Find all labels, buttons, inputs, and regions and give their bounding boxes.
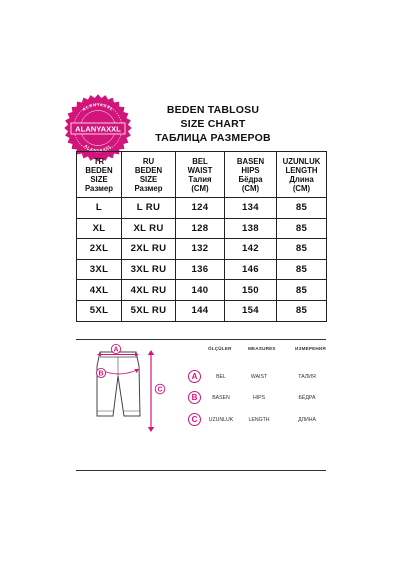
cell-waist: 144 (176, 300, 225, 321)
cell-hips: 134 (225, 198, 277, 219)
legend-marker-c: C (188, 413, 201, 426)
table-row (77, 239, 327, 260)
cell-waist: 136 (176, 259, 225, 280)
header-ru-size: RU BEDEN SIZE Размер (122, 152, 176, 198)
table-row (77, 259, 327, 280)
title-english: SIZE CHART (180, 118, 246, 130)
legend-header-en: MEASURES (248, 346, 276, 351)
table-row (77, 300, 327, 321)
header-hips: BASEN HIPS Бёдра (CM) (225, 152, 277, 198)
marker-a: A (113, 346, 119, 354)
header-length: UZUNLUK LENGTH Длина (CM) (277, 152, 327, 198)
table-row (77, 198, 327, 219)
size-table-header-row (77, 152, 327, 198)
cell-ru-size: 2XL RU (122, 239, 176, 260)
cell-tr-size: 5XL (77, 300, 122, 321)
divider-bottom (76, 470, 326, 471)
legend-row-length (188, 413, 338, 427)
cell-waist: 132 (176, 239, 225, 260)
legend-waist-tr: BEL (216, 374, 226, 380)
header-tr-size: TR BEDEN SIZE Размер (77, 152, 122, 198)
legend-hips-en: HIPS (252, 395, 266, 401)
cell-hips: 146 (225, 259, 277, 280)
cell-tr-size: 3XL (77, 259, 122, 280)
pants-measurement-diagram (78, 340, 178, 435)
cell-ru-size: L RU (122, 198, 176, 219)
header-waist: BEL WAIST Талия (CM) (176, 152, 225, 198)
title-turkish: BEDEN TABLOSU (166, 104, 260, 116)
logo-ring-text-top: ALANYAXXL (81, 101, 115, 112)
legend-length-ru: ДЛИНА (298, 417, 316, 423)
cell-tr-size: L (77, 198, 122, 219)
cell-hips: 138 (225, 218, 277, 239)
cell-ru-size: 4XL RU (122, 280, 176, 301)
marker-b: B (98, 370, 104, 378)
legend-waist-en: WAIST (250, 374, 268, 380)
size-table (76, 151, 327, 322)
cell-ru-size: XL RU (122, 218, 176, 239)
cell-tr-size: 2XL (77, 239, 122, 260)
table-row (77, 280, 327, 301)
cell-length: 85 (277, 218, 327, 239)
logo-brand-name: ALANYAXXL (75, 124, 121, 134)
cell-waist: 128 (176, 218, 225, 239)
logo-ring-text-bottom: ALANYAXXL (83, 143, 113, 154)
cell-ru-size: 5XL RU (122, 300, 176, 321)
cell-ru-size: 3XL RU (122, 259, 176, 280)
pants-outline (97, 352, 140, 416)
length-arrowhead-bottom (148, 427, 154, 432)
cell-length: 85 (277, 198, 327, 219)
legend-row-hips (188, 391, 338, 405)
cell-hips: 150 (225, 280, 277, 301)
legend-header-tr: ÖLÇÜLER (208, 346, 232, 351)
legend-length-en: LENGTH (248, 417, 270, 423)
legend-row-waist (188, 370, 338, 384)
cell-length: 85 (277, 259, 327, 280)
cell-hips: 154 (225, 300, 277, 321)
legend-header-ru: ИЗМЕРЕНИЯ (295, 346, 326, 351)
cell-tr-size: XL (77, 218, 122, 239)
legend-waist-ru: ТАЛИЯ (298, 374, 316, 380)
cell-hips: 142 (225, 239, 277, 260)
cell-waist: 140 (176, 280, 225, 301)
cell-waist: 124 (176, 198, 225, 219)
legend-hips-tr: BASEN (212, 395, 230, 401)
length-arrowhead-top (148, 350, 154, 355)
legend-marker-b: B (188, 391, 201, 404)
legend-length-tr: UZUNLUK (208, 417, 234, 423)
cell-tr-size: 4XL (77, 280, 122, 301)
table-row (77, 218, 327, 239)
cell-length: 85 (277, 239, 327, 260)
chart-titles (138, 103, 288, 145)
marker-c: C (157, 386, 163, 394)
legend-hips-ru: БЁДРА (298, 395, 316, 401)
title-russian: ТАБЛИЦА РАЗМЕРОВ (155, 132, 271, 144)
legend-marker-a: A (188, 370, 201, 383)
cell-length: 85 (277, 280, 327, 301)
cell-length: 85 (277, 300, 327, 321)
